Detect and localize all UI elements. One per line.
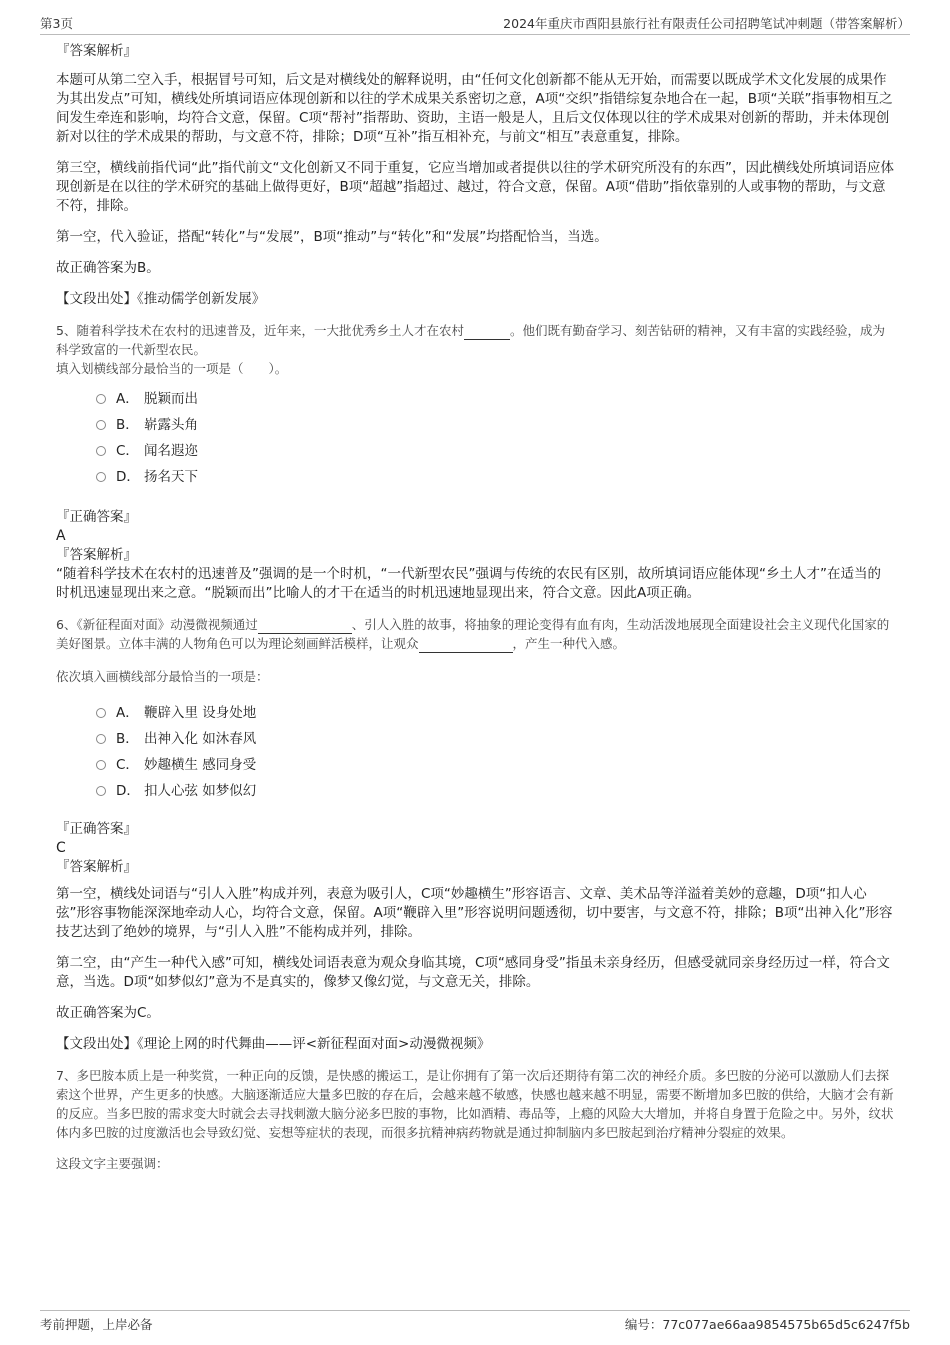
analysis-paragraph: “随着科学技术在农村的迅速普及”强调的是一个时机，“一代新型农民”强调与传统的农民有区别，故所填词语应能体现“乡土人才”在适当的时机迅速显现出来之意。“脱颖而出”比喻人的才干在适当的时机迅速地显现出来，符合文意。因此A项正确。: [56, 566, 881, 601]
source-citation: 【文段出处】《理论上网的时代舞曲——评<新征程面对面>动漫微视频》: [56, 1036, 491, 1052]
option-d[interactable]: D． 扣人心弦 如梦似幻: [96, 776, 894, 802]
radio-icon[interactable]: [96, 446, 106, 456]
analysis-label: 『答案解析』: [56, 859, 137, 875]
analysis-paragraph: 第一空，横线处词语与“引人入胜”构成并列，表意为吸引人，C项“妙趣横生”形容语言、文章、美术品等洋溢着美妙的意趣，D项“扣人心弦”形容事物能深深地牵动人心，均符合文意，保留。A项“鞭辟入里”形容说明问题透彻，切中要害，与文意不符，排除；B项“出神入化”形容技艺达到了绝妙的境界，与“引人入胜”不能构成并列，排除。: [56, 886, 893, 940]
radio-icon[interactable]: [96, 786, 106, 796]
question-stem: 7、多巴胺本质上是一种奖赏，一种正向的反馈，是快感的搬运工，是让你拥有了第一次后还期待有第二次的神经介质。多巴胺的分泌可以激励人们去探索这个世界，产生更多的快感。大脑逐渐适应大量多巴胺的存在后，会越来越不敏感，快感也越来越不明显，需要不断增加多巴胺的供给，大脑才会有新的反应。当多巴胺的需求变大时就会去寻找刺激大脑分泌多巴胺的事物，比如酒精、毒品等，上瘾的风险大大增加，并将自身置于危险之中。另外，纹状体内多巴胺的过度激活也会导致幻觉、妄想等症状的表现，而很多抗精神病药物就是通过抑制脑内多巴胺起到治疗精神分裂症的效果。: [56, 1068, 894, 1140]
analysis-label: 『答案解析』: [56, 547, 137, 563]
page-number: 第3页: [40, 16, 73, 31]
option-list: [96, 384, 894, 488]
page-footer: [40, 1310, 910, 1339]
question-stem: 5、随着科学技术在农村的迅速普及，近年来，一大批优秀乡土人才在农村 。他们既有勤奋学习、刻苦钻研的精神，又有丰富的实践经验，成为科学致富的一代新型农民。: [56, 323, 885, 357]
correct-answer: C: [56, 840, 66, 856]
option-c[interactable]: C． 闻名遐迩: [96, 436, 894, 462]
radio-icon[interactable]: [96, 472, 106, 482]
radio-icon[interactable]: [96, 420, 106, 430]
radio-icon[interactable]: [96, 734, 106, 744]
correct-answer-statement: 故正确答案为B。: [56, 260, 160, 276]
option-b[interactable]: B． 崭露头角: [96, 410, 894, 436]
correct-answer-statement: 故正确答案为C。: [56, 1005, 160, 1021]
option-a[interactable]: A． 脱颖而出: [96, 384, 894, 410]
answer-blank: [464, 325, 510, 340]
document-code: 编号：77c077ae66aa9854575b65d5c6247f5b: [624, 1317, 910, 1332]
option-a[interactable]: A． 鞭辟入里 设身处地: [96, 698, 894, 724]
question-stem: 6、《新征程面对面》动漫微视频通过 、引人入胜的故事，将抽象的理论变得有血有肉，生动活泼地展现全面建设社会主义现代化国家的美好图景。立体丰满的人物角色可以为理论刻画鲜活模样，让观众 ，产生一种代入感。: [56, 617, 890, 651]
analysis-label: 『答案解析』: [56, 43, 137, 59]
correct-answer: A: [56, 528, 66, 544]
question-prompt: 这段文字主要强调：: [56, 1156, 169, 1171]
analysis-paragraph: 第三空，横线前指代词“此”指代前文“文化创新又不同于重复，它应当增加或者提供以往的学术研究所没有的东西”，因此横线处所填词语应体现创新是在以往的学术研究的基础上做得更好，B项“超越”指超过、越过，符合文意，保留。A项“借助”指依靠别的人或事物的帮助，与文意不符，排除。: [56, 160, 894, 214]
radio-icon[interactable]: [96, 708, 106, 718]
footer-slogan: 考前押题，上岸必备: [40, 1317, 153, 1332]
correct-answer-label: 『正确答案』: [56, 821, 137, 837]
analysis-paragraph: 本题可从第二空入手，根据冒号可知，后文是对横线处的解释说明，由“任何文化创新都不能从无开始，而需要以既成学术文化发展的成果作为其出发点”可知，横线处所填词语应体现创新和以往的学术成果关系密切之意，A项“交织”指错综复杂地合在一起，B项“关联”指事物相互之间发生牵连和影响，均符合文意，保留。C项“帮衬”指帮助、资助，主语一般是人，且后文仅体现以往的学术成果对创新的帮助，并未体现创新对以往的学术成果的帮助，与文意不符，排除；D项“互补”指互相补充，与前文“相互”表意重复，排除。: [56, 72, 893, 145]
radio-icon[interactable]: [96, 760, 106, 770]
document-body: [56, 42, 894, 1173]
option-b[interactable]: B． 出神入化 如沐春风: [96, 724, 894, 750]
page-header: [40, 8, 910, 35]
document-title: 2024年重庆市酉阳县旅行社有限责任公司招聘笔试冲刺题（带答案解析）: [503, 16, 910, 31]
radio-icon[interactable]: [96, 394, 106, 404]
correct-answer-label: 『正确答案』: [56, 509, 137, 525]
option-list: [96, 698, 894, 802]
answer-blank: [258, 619, 352, 634]
analysis-paragraph: 第一空，代入验证，搭配“转化”与“发展”，B项“推动”与“转化”和“发展”均搭配恰当，当选。: [56, 229, 608, 245]
option-d[interactable]: D． 扬名天下: [96, 462, 894, 488]
analysis-paragraph: 第二空，由“产生一种代入感”可知，横线处词语表意为观众身临其境，C项“感同身受”指虽未亲身经历，但感受就同亲身经历过一样，符合文意，当选。D项“如梦似幻”意为不是真实的，像梦又像幻觉，与文意无关，排除。: [56, 955, 890, 990]
answer-blank: [419, 638, 513, 653]
option-c[interactable]: C． 妙趣横生 感同身受: [96, 750, 894, 776]
source-citation: 【文段出处】《推动儒学创新发展》: [56, 291, 266, 307]
question-prompt: 填入划横线部分最恰当的一项是（ ）。: [56, 361, 288, 376]
question-prompt: 依次填入画横线部分最恰当的一项是：: [56, 669, 269, 684]
